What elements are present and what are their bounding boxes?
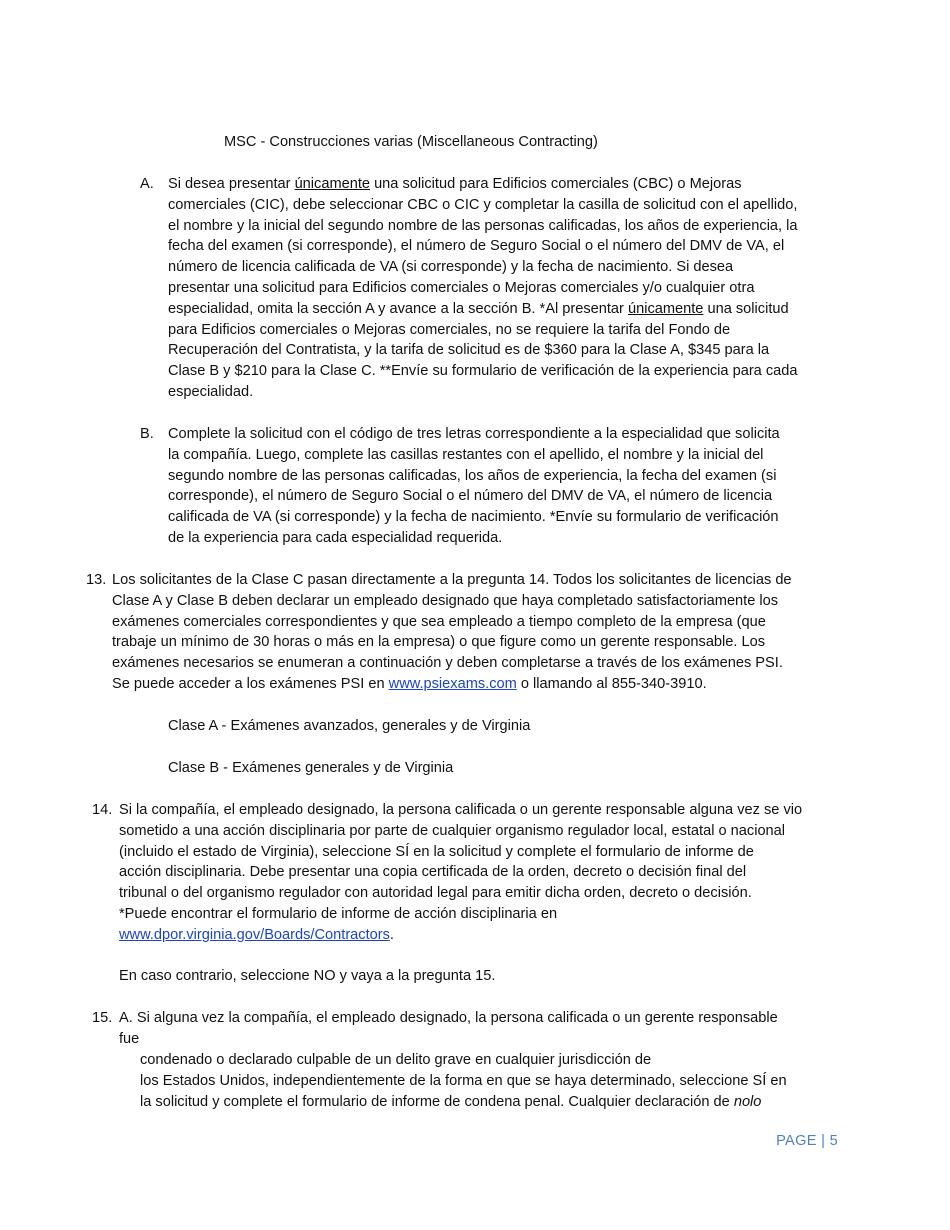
item-14-link-line	[119, 925, 394, 946]
text-segment: una solicitud	[703, 300, 789, 317]
item-a-line	[168, 340, 798, 361]
item-a-line	[168, 257, 798, 278]
item-14-label: 14.	[92, 802, 113, 818]
item-14-text	[119, 800, 802, 925]
item-a-line	[168, 236, 798, 257]
text-segment: presentar una solicitud para Edificios comerciales o Mejoras comerciales y/o cualquier otra	[168, 279, 755, 296]
item-13-last-line	[112, 674, 707, 695]
item-b-line: corresponde), el número de Seguro Social o el número del DMV de VA, el número de licencia	[168, 488, 773, 505]
item-a-text	[168, 174, 798, 403]
item-14-line: Si la compañía, el empleado designado, la persona calificada o un gerente responsable alguna vez se vio	[119, 802, 803, 818]
item-a-line	[168, 278, 798, 299]
item-b-line: Complete la solicitud con el código de tres letras correspondiente a la especialidad que solicita	[168, 426, 780, 442]
item-b-line: calificada de VA (si corresponde) y la fecha de nacimiento. *Envíe su formulario de verificación	[168, 509, 779, 526]
item-15-line-4: los Estados Unidos, independientemente de la forma en que se haya determinado, seleccione SÍ en	[140, 1073, 787, 1089]
item-14-line: tribunal o del organismo regulador con autoridad legal para emitir dicha orden, decreto o decisión.	[119, 885, 752, 902]
text-segment: especialidad, omita la sección A y avance a la sección B. *Al presentar	[168, 300, 628, 317]
item-a-line	[168, 216, 798, 237]
text-segment: el nombre y la inicial del segundo nombre de las personas calificadas, los años de experiencia, la	[168, 217, 798, 234]
item-14-link-post: .	[389, 927, 394, 943]
item-b-line: de la experiencia para cada especialidad requerida.	[168, 529, 503, 546]
item-15-line-5-em: nolo	[733, 1094, 762, 1110]
item-14-line: (incluido el estado de Virginia), seleccione SÍ en la solicitud y complete el formulario de informe de	[119, 843, 754, 860]
item-14-else: En caso contrario, seleccione NO y vaya a la pregunta 15.	[119, 968, 496, 984]
item-b-line: segundo nombre de las personas calificadas, los años de experiencia, la fecha del examen (si	[168, 467, 777, 484]
item-13-line: Los solicitantes de la Clase C pasan directamente a la pregunta 14. Todos los solicitantes de licencias de	[112, 572, 792, 588]
text-segment: una solicitud para Edificios comerciales (CBC) o Mejoras	[370, 176, 742, 192]
item-14-line: sometido a una acción disciplinaria por parte de cualquier organismo regulador local, estatal o nacional	[119, 822, 786, 839]
item-15-line-5-text: la solicitud y complete el formulario de informe de condena penal. Cualquier declaración de	[140, 1094, 734, 1110]
item-a-line	[168, 174, 798, 195]
text-segment: comerciales (CIC), debe seleccionar CBC o CIC y completar la casilla de solicitud con el apellido,	[168, 196, 798, 213]
section-heading: MSC - Construcciones varias (Miscellaneous Contracting)	[224, 134, 598, 150]
item-a-line	[168, 320, 798, 341]
item-b-line: la compañía. Luego, complete las casillas restantes con el apellido, el nombre y la inicial del	[168, 446, 764, 463]
item-13-line: Clase A y Clase B deben declarar un empleado designado que haya completado satisfactoriamente los	[112, 592, 779, 609]
dpor-contractors-link[interactable]: www.dpor.virginia.gov/Boards/Contractors	[119, 927, 390, 943]
emphasis-underline: únicamente	[627, 300, 704, 317]
item-15-label: 15.	[92, 1010, 113, 1026]
item-13-line: trabaje un mínimo de 30 horas o más en la empresa) o que figure como un gerente responsable. Los	[112, 634, 766, 651]
text-segment: Clase B y $210 para la Clase C. **Envíe su formulario de verificación de la experiencia para cada	[168, 363, 798, 380]
item-b-text	[168, 424, 780, 549]
class-a-requirement: Clase A - Exámenes avanzados, generales y de Virginia	[168, 718, 531, 734]
text-segment: Recuperación del Contratista, y la tarifa de solicitud es de $360 para la Clase A, $345 para la	[168, 342, 770, 359]
text-segment: Si desea presentar	[168, 176, 295, 192]
class-b-requirement: Clase B - Exámenes generales y de Virginia	[168, 760, 454, 776]
item-14-line: acción disciplinaria. Debe presentar una copia certificada de la orden, decreto o decisión final del	[119, 864, 747, 881]
item-14-line: *Puede encontrar el formulario de informe de acción disciplinaria en	[119, 905, 558, 922]
page-number: PAGE | 5	[776, 1133, 838, 1149]
text-segment: número de licencia calificada de VA (si corresponde) y la fecha de nacimiento. Si desea	[168, 259, 734, 276]
item-b-label: B.	[140, 426, 154, 442]
text-segment: fecha del examen (si corresponde), el número de Seguro Social o el número del DMV de VA, el	[168, 238, 785, 255]
text-segment: para Edificios comerciales o Mejoras comerciales, no se requiere la tarifa del Fondo de	[168, 321, 731, 338]
item-a-line	[168, 382, 798, 403]
item-15-line-1: A. Si alguna vez la compañía, el empleado designado, la persona calificada o un gerente responsable	[119, 1010, 778, 1026]
item-13-line: exámenes necesarios se enumeran a continuación y deben completarse a través de los exámenes PSI.	[112, 655, 783, 672]
psiexams-link[interactable]: www.psiexams.com	[388, 676, 517, 692]
item-a-line	[168, 195, 798, 216]
item-13-text	[112, 570, 792, 674]
item-a-line	[168, 299, 798, 320]
item-15-line-5	[140, 1092, 761, 1113]
item-13-label: 13.	[86, 572, 107, 588]
text-segment: especialidad.	[168, 383, 254, 400]
item-15-line-2: fue	[119, 1031, 140, 1047]
item-a-label: A.	[140, 176, 154, 192]
item-13-line: exámenes comerciales correspondientes y que sea empleado a tiempo completo de la empresa (que	[112, 613, 766, 630]
item-a-line	[168, 361, 798, 382]
item-15-line-3: condenado o declarado culpable de un delito grave en cualquier jurisdicción de	[140, 1052, 652, 1068]
emphasis-underline: únicamente	[294, 176, 371, 192]
item-13-last-post: o llamando al 855-340-3910.	[516, 676, 707, 692]
item-13-last-pre: Se puede acceder a los exámenes PSI en	[112, 676, 389, 692]
